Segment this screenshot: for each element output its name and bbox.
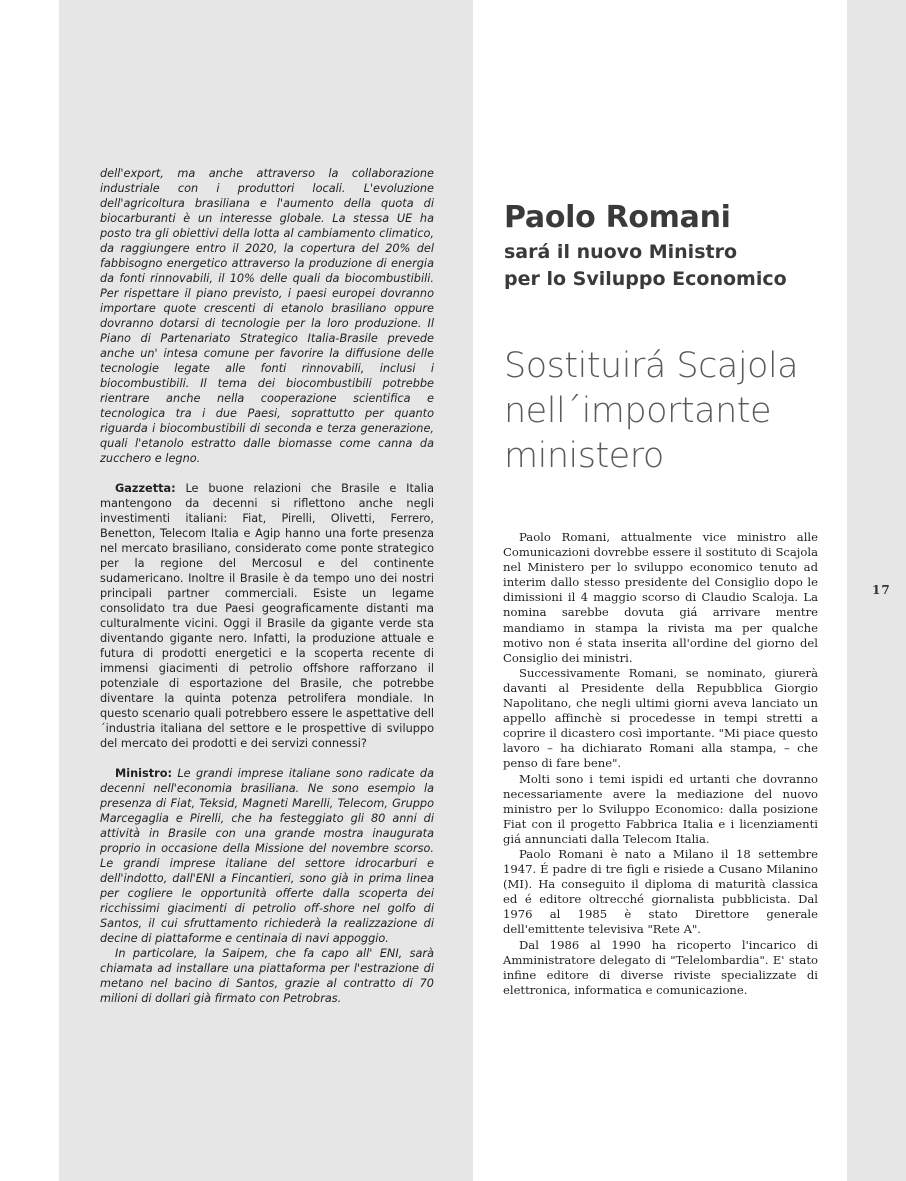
- article-subtitle-line-1: sará il nuovo Ministro: [504, 241, 738, 263]
- ministro-answer-text: Le grandi imprese italiane sono radicate da decenni nell'economia brasiliana. Ne sono esempio la presenza di Fiat, Teksid, Magneti Marelli, Telecom, Gruppo Marcegaglia e Pirelli, che ha festeggiato gli 80 anni di attività in Brasile con una grande mostra inaugurata proprio in occasione della Missione del novembre scorso. Le grandi imprese italiane del settore idrocarburi e dell'indotto, dall'ENI a Fincantieri, sono già in prima linea per cogliere le opportunità offerte dalla scoperta dei ricchissimi giacimenti di petrolio off-shore nel golfo di Santos, il cui sfruttamento richiederà la realizzazione di decine di piattaforme e centinaia di navi appoggio.: [100, 767, 434, 945]
- ministro-answer: [100, 766, 434, 946]
- gazzetta-question-text: Le buone relazioni che Brasile e Italia mantengono da decenni si riflettono anche negli investimenti italiani: Fiat, Pirelli, Olivetti, Ferrero, Benetton, Telecom Italia e Agip hanno una forte presenza nel mercato brasiliano, considerato come ponte strategico per la regione del Mercosul e del continente sudamericano. Inoltre il Brasile è da tempo uno dei nostri principali partner commerciali. Esiste un legame consolidato tra due Paesi geograficamente distanti ma culturalmente vicini. Oggi il Brasile da gigante verde sta diventando gigante nero. Infatti, la produzione attuale e futura di prodotti energetici e la scoperta recente di immensi giacimenti di petrolio offshore rafforzano il potenziale di esportazione del Brasile, che potrebbe diventare la quinta potenza petrolifera mondiale. In questo scenario quali potrebbero essere le aspettative dell´industria italiana del settore e le prospettive di sviluppo del mercato dei prodotti e dei servizi connessi?: [100, 482, 434, 750]
- kicker-line-1: Sostituirá Scajola: [504, 346, 799, 386]
- article-subtitle-line-2: per lo Sviluppo Economico: [504, 268, 787, 290]
- ministro-answer-continued: In particolare, la Saipem, che fa capo all' ENI, sarà chiamata ad installare una piattaforma per l'estrazione di metano nel bacino di Santos, grazie al contratto di 70 milioni di dollari già firmato con Petrobras.: [100, 947, 434, 1005]
- ministro-speaker-label: Ministro:: [115, 767, 173, 780]
- article-body: [503, 530, 818, 998]
- kicker-line-2: nell´importante: [504, 391, 772, 431]
- gazzetta-speaker-label: Gazzetta:: [115, 482, 176, 495]
- article-title: Paolo Romani: [504, 200, 731, 235]
- article-paragraph-4: Paolo Romani è nato a Milano il 18 settembre 1947. É padre di tre figli e risiede a Cusano Milanino (MI). Ha conseguito il diploma di maturità classica ed é editore oltrecché giornalista pubblicista. Dal 1976 al 1985 è stato Direttore generale dell'emittente televisiva "Rete A".: [503, 846, 818, 937]
- interview-intro-paragraph: dell'export, ma anche attraverso la collaborazione industriale con i produttori locali. L'evoluzione dell'agricoltura brasiliana e l'aumento della quota di biocarburanti è un interesse globale. La stessa UE ha posto tra gli obiettivi della lotta al cambiamento climatico, da raggiungere entro il 2020, la copertura del 20% del fabbisogno energetico attraverso la produzione di energia da fonti rinnovabili, il 10% delle quali da biocombustibili. Per rispettare il piano previsto, i paesi europei dovranno importare quote crescenti di etanolo brasiliano oppure dovranno dotarsi di tecnologie per la loro produzione. Il Piano di Partenariato Strategico Italia-Brasile prevede anche un' intesa comune per favorire la diffusione delle tecnologie legate alle fonti rinnovabili, inclusi i biocombustibili. Il tema dei biocombustibili potrebbe rientrare anche nella cooperazione scientifica e tecnologica tra i due Paesi, soprattutto per quanto riguarda i biocombustibili di seconda e terza generazione, quali l'etanolo estratto dalle biomasse come canna da zucchero e legno.: [100, 167, 434, 465]
- article-paragraph-1: Paolo Romani, attualmente vice ministro alle Comunicazioni dovrebbe essere il sostituto di Scajola nel Ministero per lo sviluppo economico tenuto ad interim dallo stesso presidente del Consiglio dopo le dimissioni il 4 maggio scorso di Claudio Scaloja. La nomina sarebbe dovuta giá arrivare mentre mandiamo in stampa la rivista ma per qualche motivo non é stata inserita all'ordine del giorno del Consiglio dei ministri.: [503, 530, 818, 665]
- article-paragraph-2: Successivamente Romani, se nominato, giurerà davanti al Presidente della Repubblica Giorgio Napolitano, che negli ultimi giorni aveva lanciato un appello affinchè si procedesse in tempi stretti a coprire il dicastero così importante. "Mi piace questo lavoro – ha dichiarato Romani alla stampa, – che penso di fare bene".: [503, 665, 818, 771]
- gazzetta-question: [100, 481, 434, 751]
- article-kicker: [504, 344, 834, 479]
- interview-column: [100, 166, 434, 1006]
- article-subtitle: [504, 239, 844, 293]
- article-paragraph-3: Molti sono i temi ispidi ed urtanti che dovranno necessariamente avere la mediazione del nuovo ministro per lo Sviluppo Economico: dalla posizione Fiat con il progetto Fabbrica Italia e i licenziamenti giá annunciati dalla Telecom Italia.: [503, 771, 818, 846]
- kicker-line-3: ministero: [504, 436, 664, 476]
- page-number: 17: [872, 583, 891, 597]
- article-paragraph-5: Dal 1986 al 1990 ha ricoperto l'incarico di Amministratore delegato di "Telelombardia". E' stato infine editore di diverse riviste specializzate di elettronica, informatica e comunicazione.: [503, 937, 818, 997]
